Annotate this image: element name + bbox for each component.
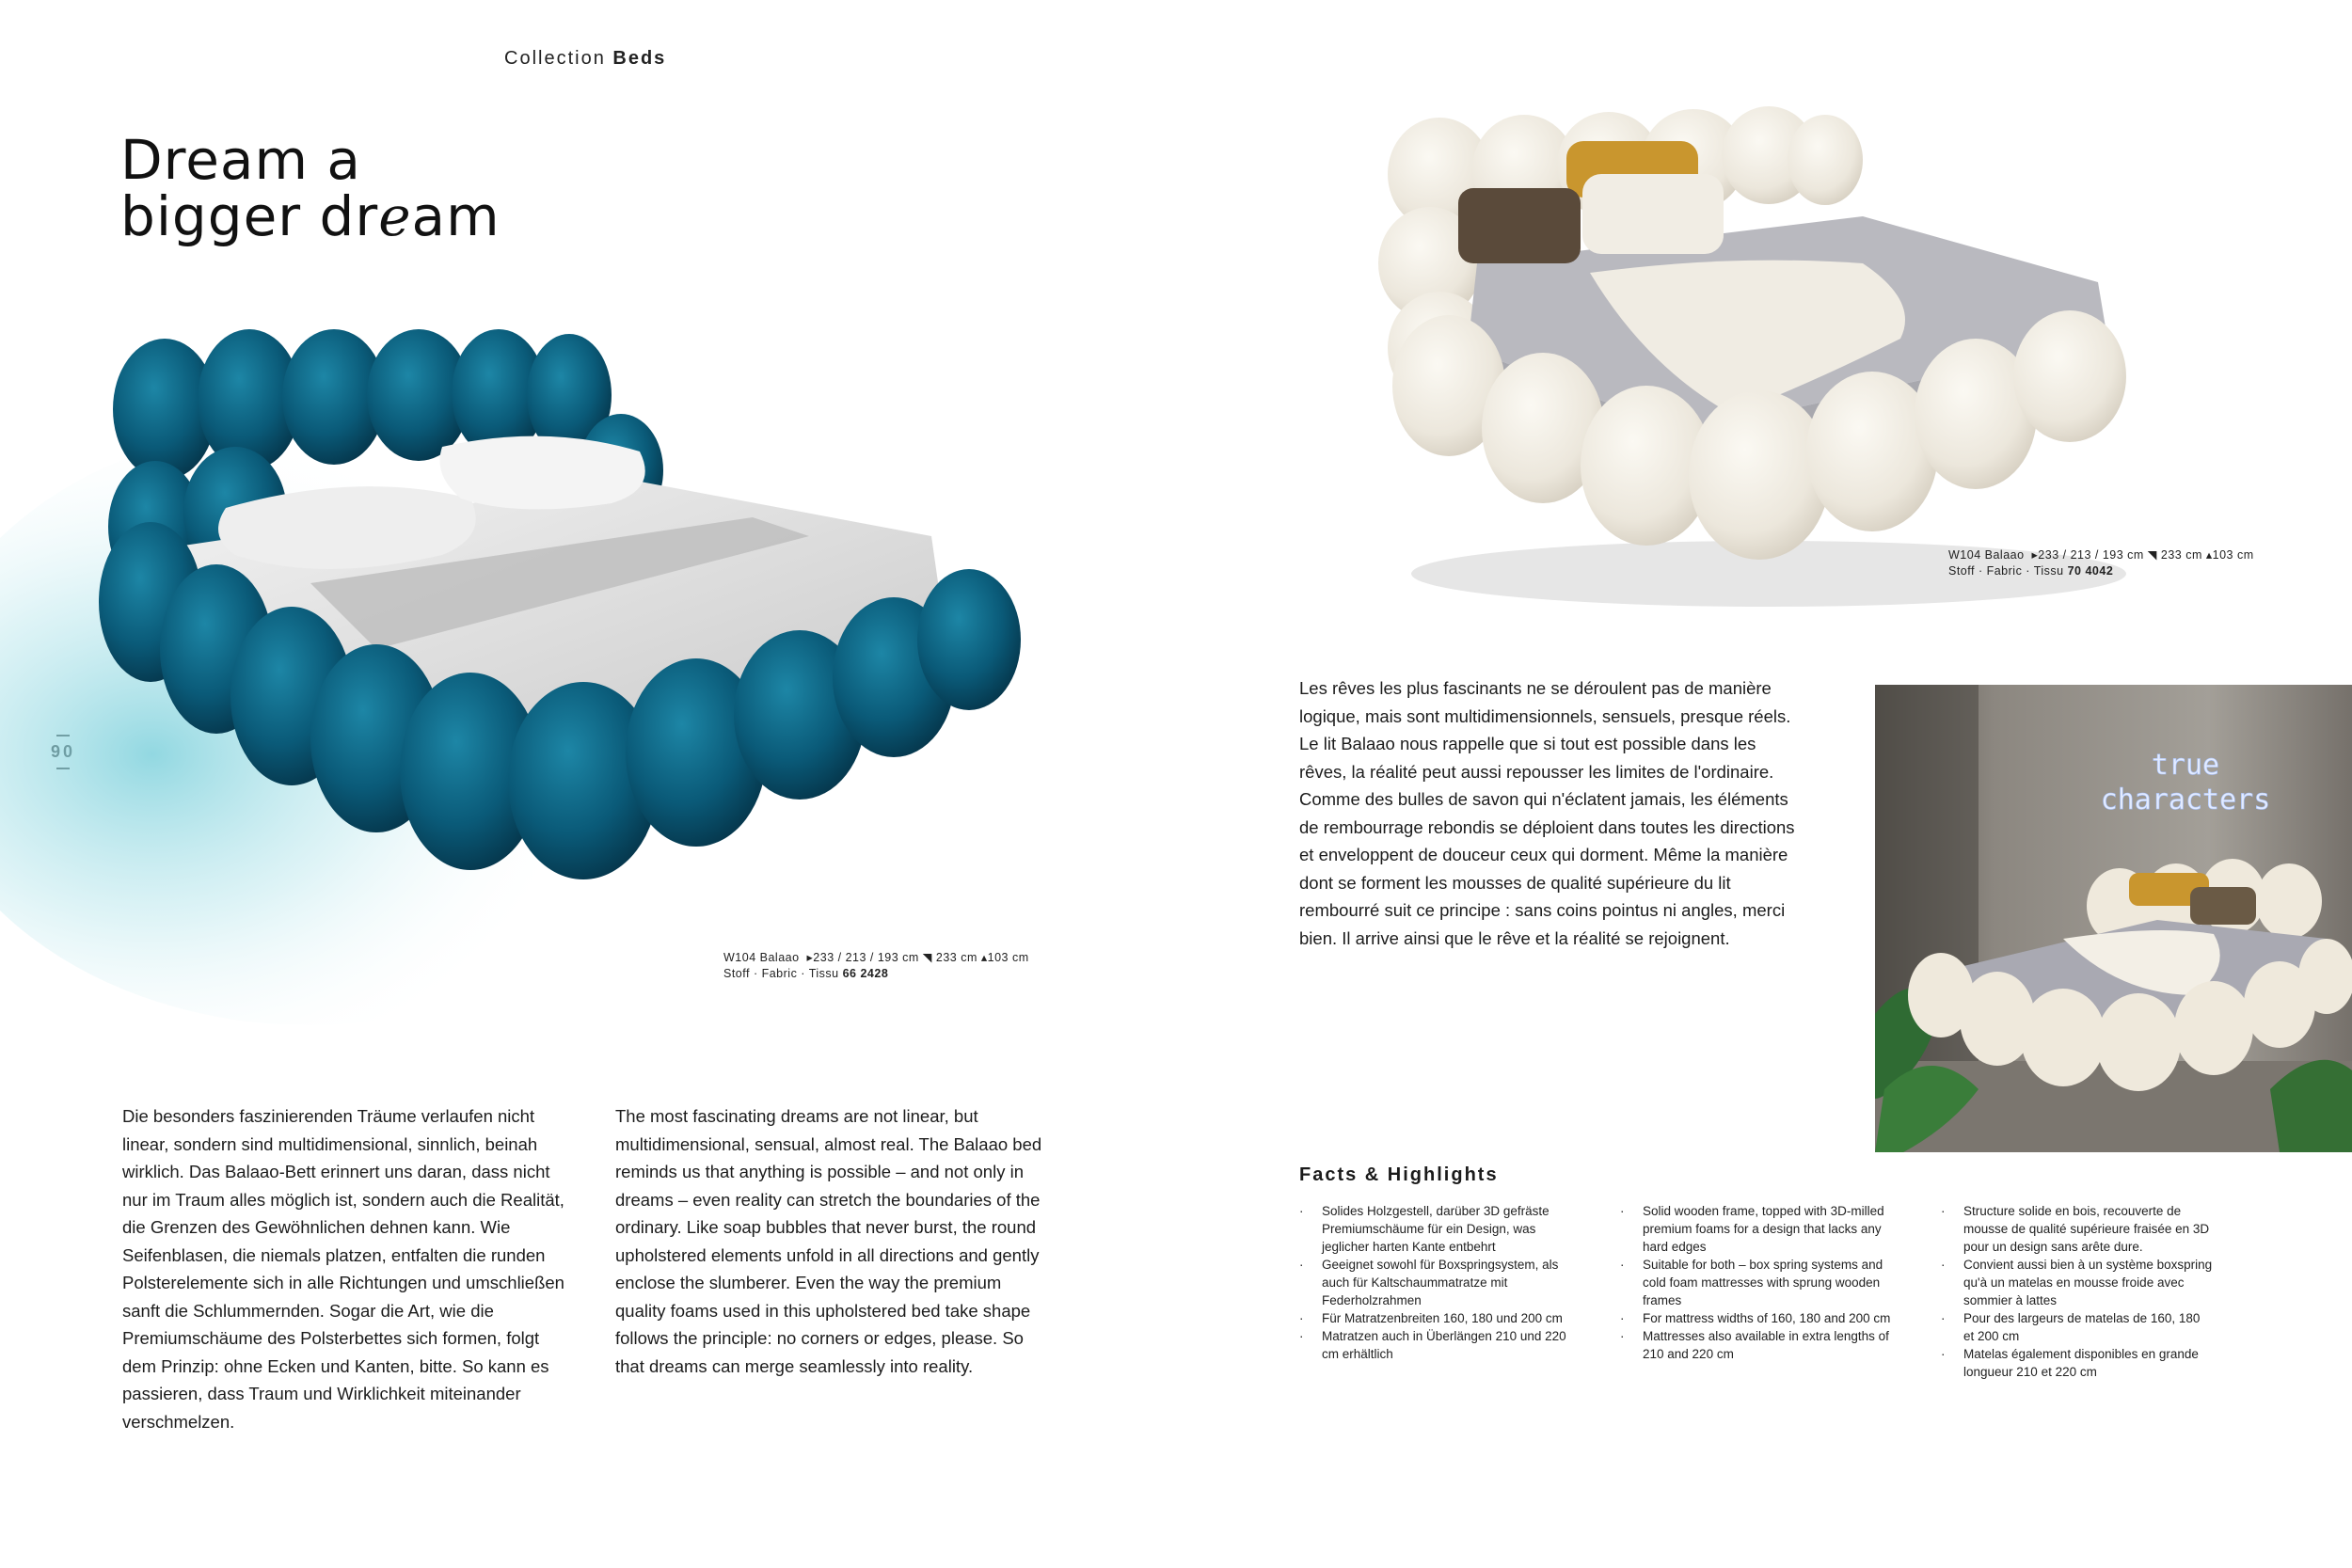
facts-french-item: · Convient aussi bien à un système boxspring qu'à un matelas en mousse froide avec sommier à lattes (1941, 1256, 2214, 1309)
blue-bed-model: W104 Balaao (723, 951, 800, 964)
collection-prefix: Collection (504, 48, 606, 69)
title-line-1 (120, 128, 501, 192)
facts-german-item: · Solides Holzgestell, darüber 3D gefräste Premiumschäume für ein Design, was jeglicher harten Kante entbehrt (1299, 1202, 1572, 1256)
french-text: Les rêves les plus fascinants ne se déroulent pas de manière logique, mais sont multidimensionnels, sensuels, presque réels. Le lit Balaao nous rappelle que si tout est possible dans les rêves, la réalité peut aussi repousser les limites de l'ordinaire. Comme des bulles de savon qui n'éclatent jamais, les éléments de rembourrage rebondis se déploient dans toutes les directions et enveloppent de douceur ceux qui dorment. Même la manière dont se forment les mousses de qualité supérieure du lit rembourré suit ce principe : sans coins pointus ni angles, merci bien. Il arrive ainsi que le rêve et la réalité se rejoignent. (1299, 678, 1795, 948)
facts-german-item: · Matratzen auch in Überlängen 210 und 220 cm erhältlich (1299, 1327, 1572, 1363)
facts-english-item: · Mattresses also available in extra lengths of 210 and 220 cm (1620, 1327, 1893, 1363)
showroom-illustration (1875, 685, 2352, 1152)
facts-german (1299, 1202, 1572, 1363)
white-bed-caption-line-2 (1948, 563, 2254, 579)
neon-line-2: characters (2100, 784, 2271, 816)
facts-english-item: · Suitable for both – box spring systems and cold foam mattresses with sprung wooden frames (1620, 1256, 1893, 1309)
facts-french-item: · Matelas également disponibles en grande longueur 210 et 220 cm (1941, 1345, 2214, 1381)
facts-french (1941, 1202, 2214, 1381)
white-bed-model: W104 Balaao (1948, 548, 2025, 562)
white-bed-caption-line-1 (1948, 547, 2254, 563)
neon-line-1: true (2151, 749, 2220, 782)
german-text: Die besonders faszinierenden Träume verlaufen nicht linear, sondern sind multidimensional, sinnlich, beinah wirklich. Das Balaao-Bett erinnert uns daran, dass nicht nur im Traum alles möglich ist, sondern auch die Realität, die Grenzen des Gewöhnlichen dehnen kann. Wie Seifenblasen, die niemals platzen, entfalten die runden Polsterelemente sich in alle Richtungen und umschließen sanft die Schlummernden. Sogar die Art, wie die Premiumschäume des Polsterbettes sich formen, folgt dem Prinzip: ohne Ecken und Kanten, bitte. So kann es passieren, dass Traum und Wirklichkeit miteinander verschmelzen. (122, 1106, 564, 1432)
facts-english-item: · Solid wooden frame, topped with 3D-milled premium foams for a design that lacks any hard edges (1620, 1202, 1893, 1256)
title-word-dream: Dream (120, 128, 309, 192)
facts-german-item: · Für Matratzenbreiten 160, 180 und 200 cm (1299, 1309, 1572, 1327)
page-title (120, 128, 501, 248)
collection-section: Beds (612, 48, 667, 69)
blue-bed-caption-line-2 (723, 966, 1029, 982)
facts-title: Facts & Highlights (1299, 1164, 1499, 1185)
facts-english (1620, 1202, 1893, 1363)
white-bed-caption (1948, 547, 2254, 579)
title-part-1: bigger dr (120, 184, 379, 248)
facts-french-item: · Pour des largeurs de matelas de 160, 180 et 200 cm (1941, 1309, 2214, 1345)
showroom-photo (1875, 685, 2352, 1152)
white-bed-fabric-label: Stoff · Fabric · Tissu (1948, 564, 2064, 578)
blue-bed-caption (723, 950, 1029, 982)
blue-bed-caption-line-1 (723, 950, 1029, 966)
blue-bed-fabric-code: 66 2428 (842, 967, 889, 980)
title-word-a: a (308, 128, 361, 192)
title-line-2 (120, 184, 501, 248)
english-text: The most fascinating dreams are not linear, but multidimensional, sensual, almost real. The Balaao bed reminds us that anything is possible – and not only in dreams – even reality can stretch the boundaries of the ordinary. Like soap bubbles that never burst, the round upholstered elements unfold in all directions and gently enclose the slumberer. Even the way the premium quality foams used in this upholstered bed take shape follows the principle: no corners or edges, please. So that dreams can merge seamlessly into reality. (615, 1106, 1042, 1376)
white-bed-fabric-code: 70 4042 (2067, 564, 2114, 578)
white-bed-dims: ▸233 / 213 / 193 cm ◥ 233 cm ▴103 cm (2031, 548, 2254, 562)
facts-german-item: · Geeignet sowohl für Boxspringsystem, als auch für Kaltschaummatratze mit Federholzrahmen (1299, 1256, 1572, 1309)
collection-label (504, 48, 666, 70)
blue-bed-dims: ▸233 / 213 / 193 cm ◥ 233 cm ▴103 cm (806, 951, 1029, 964)
blue-bed-fabric-label: Stoff · Fabric · Tissu (723, 967, 839, 980)
title-part-3: am (411, 184, 501, 248)
facts-french-item: · Structure solide en bois, recouverte de mousse de qualité supérieure fraisée en 3D pour un design sans arête dure. (1941, 1202, 2214, 1256)
title-part-2: e (378, 184, 412, 248)
facts-english-item: · For mattress widths of 160, 180 and 200 cm (1620, 1309, 1893, 1327)
